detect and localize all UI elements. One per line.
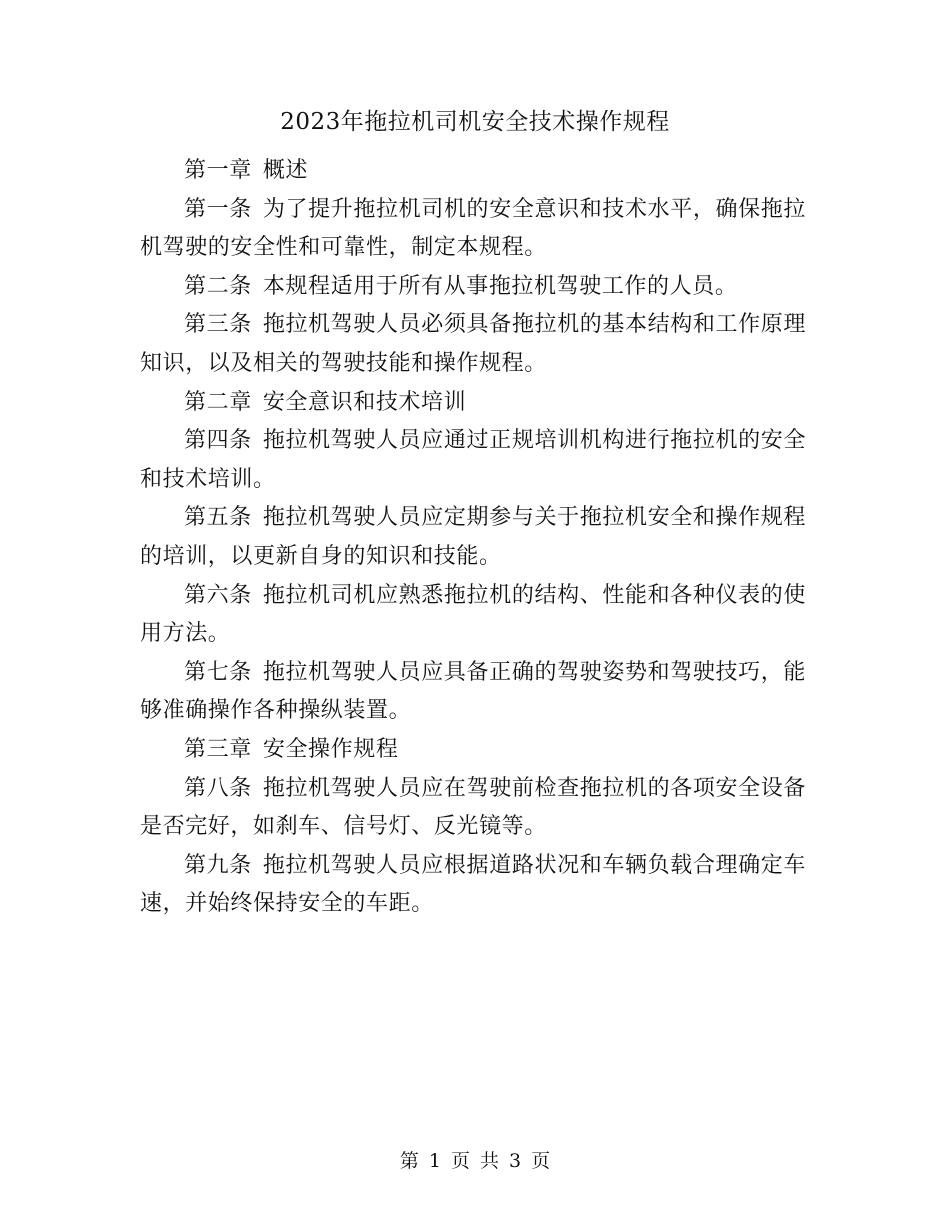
paragraph-label: 第二章: [184, 389, 252, 415]
paragraph-text: 拖拉机驾驶人员应定期参与关于拖拉机安全和操作规程的培训，以更新自身的知识和技能。: [140, 505, 806, 569]
paragraph-label: 第七条: [184, 659, 252, 685]
paragraph-text: 拖拉机驾驶人员应根据道路状况和车辆负载合理确定车速，并始终保持安全的车距。: [140, 852, 806, 917]
paragraph-text: 拖拉机驾驶人员应具备正确的驾驶姿势和驾驶技巧，能够准确操作各种操纵装置。: [140, 659, 806, 724]
page-footer: 第 1 页 共 3 页: [399, 1150, 551, 1172]
paragraph-text: 拖拉机驾驶人员必须具备拖拉机的基本结构和工作原理知识，以及相关的驾驶技能和操作规程。: [140, 312, 806, 376]
article-9: [140, 847, 806, 924]
paragraph-text: 拖拉机司机应熟悉拖拉机的结构、性能和各种仪表的使用方法。: [140, 582, 806, 647]
article-4: [140, 422, 806, 499]
paragraph-text: 本规程适用于所有从事拖拉机驾驶工作的人员。: [262, 273, 738, 299]
paragraph-label: 第二条: [184, 273, 252, 299]
paragraph-label: 第九条: [184, 852, 252, 878]
article-6: [140, 577, 806, 654]
paragraph-label: 第一章: [184, 158, 252, 183]
article-1: [140, 191, 806, 268]
article-3: [140, 306, 806, 383]
paragraph-text: 拖拉机驾驶人员应在驾驶前检查拖拉机的各项安全设备是否完好，如刹车、信号灯、反光镜等。: [140, 775, 806, 840]
paragraph-text: 为了提升拖拉机司机的安全意识和技术水平，确保拖拉机驾驶的安全性和可靠性，制定本规程。: [140, 196, 806, 261]
chapter-3-heading: [140, 731, 806, 770]
paragraph-text: 拖拉机驾驶人员应通过正规培训机构进行拖拉机的安全和技术培训。: [140, 428, 806, 492]
paragraph-text: 安全操作规程: [262, 736, 399, 762]
article-7: [140, 654, 806, 731]
paragraph-label: 第三条: [184, 312, 252, 338]
article-8: [140, 770, 806, 847]
paragraph-label: 第八条: [184, 775, 252, 801]
paragraph-label: 第三章: [184, 736, 252, 762]
document-title: 2023年拖拉机司机安全技术操作规程: [280, 109, 670, 135]
chapter-1-heading: [140, 152, 806, 191]
article-5: [140, 499, 806, 576]
paragraph-text: 安全意识和技术培训: [262, 389, 467, 415]
chapter-2-heading: [140, 384, 806, 423]
article-2: [140, 268, 806, 307]
paragraph-text: 概述: [262, 158, 309, 183]
paragraph-label: 第六条: [184, 582, 252, 608]
paragraph-label: 第一条: [184, 196, 252, 222]
paragraph-label: 第四条: [184, 428, 252, 454]
document-body: [140, 152, 806, 924]
paragraph-label: 第五条: [184, 505, 252, 531]
